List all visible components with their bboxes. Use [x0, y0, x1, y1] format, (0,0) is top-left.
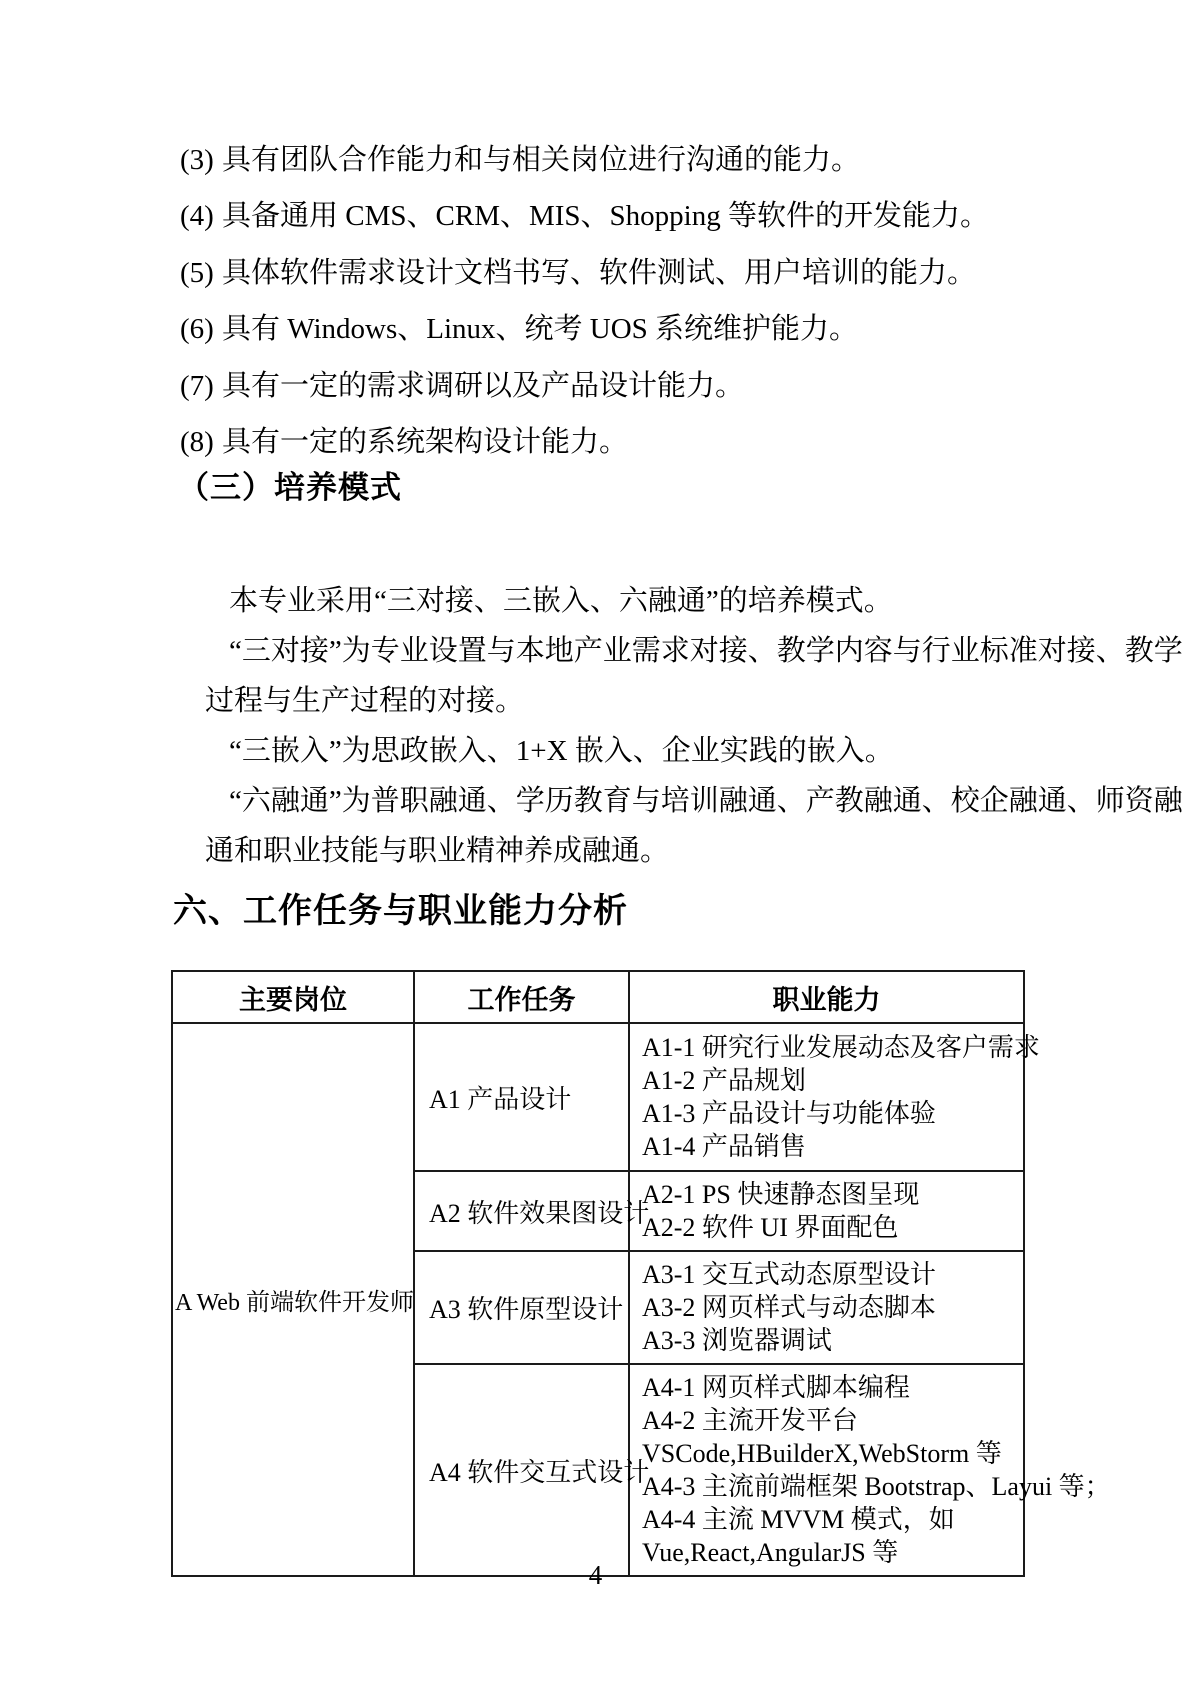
section-title-training-mode: （三）培养模式 [178, 470, 402, 505]
ability-line: A3-2 网页样式与动态脚本 [642, 1293, 936, 1322]
item-text: 具体软件需求设计文档书写、软件测试、用户培训的能力。 [222, 257, 977, 289]
requirement-item [180, 368, 1041, 404]
ability-line: A3-3 浏览器调试 [642, 1326, 832, 1355]
task-cell: A1 产品设计 [414, 1023, 629, 1171]
item-text: 具有 Windows、Linux、统考 UOS 系统维护能力。 [222, 313, 859, 345]
item-number: (7) [180, 370, 214, 402]
section-title-task-analysis: 六、工作任务与职业能力分析 [173, 893, 628, 930]
header-work-task: 工作任务 [414, 971, 629, 1023]
paragraph-line: 本专业采用“三对接、三嵌入、六融通”的培养模式。 [229, 585, 893, 617]
ability-line: Vue,React,AngularJS 等 [642, 1538, 899, 1567]
requirement-item [180, 311, 1041, 347]
ability-line: A4-1 网页样式脚本编程 [642, 1373, 910, 1402]
paragraph-line: “三嵌入”为思政嵌入、1+X 嵌入、企业实践的嵌入。 [229, 735, 894, 767]
paragraph-line: 通和职业技能与职业精神养成融通。 [205, 835, 670, 867]
paragraph-line: 过程与生产过程的对接。 [205, 685, 525, 717]
requirement-item [180, 424, 1041, 460]
item-number: (4) [180, 200, 214, 232]
ability-line: A4-3 主流前端框架 Bootstrap、Layui 等； [642, 1472, 1111, 1501]
item-number: (8) [180, 426, 214, 458]
ability-line: A2-1 PS 快速静态图呈现 [642, 1180, 920, 1209]
requirement-item [180, 198, 1041, 234]
header-ability: 职业能力 [629, 971, 1024, 1023]
abilities-cell [629, 1364, 1111, 1576]
ability-line: A4-4 主流 MVVM 模式，如 [642, 1505, 955, 1534]
abilities-cell [629, 1251, 1024, 1364]
task-ability-table [171, 970, 1111, 1577]
ability-line: VSCode,HBuilderX,WebStorm 等 [642, 1439, 1002, 1468]
task-cell: A3 软件原型设计 [414, 1251, 629, 1364]
page-number: 4 [588, 1560, 603, 1590]
ability-line: A1-3 产品设计与功能体验 [642, 1099, 936, 1128]
requirement-item [180, 255, 1041, 291]
item-number: (3) [180, 144, 214, 176]
task-cell: A2 软件效果图设计 [414, 1171, 629, 1251]
ability-line: A1-1 研究行业发展动态及客户需求 [642, 1033, 1040, 1062]
ability-line: A2-2 软件 UI 界面配色 [642, 1213, 899, 1242]
item-number: (6) [180, 313, 214, 345]
header-main-position: 主要岗位 [172, 971, 414, 1023]
task-cell: A4 软件交互式设计 [414, 1364, 629, 1576]
position-cell: A Web 前端软件开发师 [172, 1023, 414, 1576]
table-row [172, 1023, 1024, 1171]
abilities-cell [629, 1023, 1040, 1171]
item-text: 具备通用 CMS、CRM、MIS、Shopping 等软件的开发能力。 [222, 200, 989, 232]
ability-line: A1-2 产品规划 [642, 1066, 806, 1095]
item-text: 具有团队合作能力和与相关岗位进行沟通的能力。 [222, 144, 861, 176]
paragraph-line: “六融通”为普职融通、学历教育与培训融通、产教融通、校企融通、师资融 [229, 785, 1183, 817]
ability-line: A3-1 交互式动态原型设计 [642, 1260, 936, 1289]
item-text: 具有一定的系统架构设计能力。 [222, 426, 629, 458]
training-mode-paragraphs [205, 576, 1183, 876]
item-number: (5) [180, 257, 214, 289]
ability-line: A4-2 主流开发平台 [642, 1406, 858, 1435]
paragraph-line: “三对接”为专业设置与本地产业需求对接、教学内容与行业标准对接、教学 [229, 635, 1183, 667]
table-header-row [172, 971, 1024, 1023]
item-text: 具有一定的需求调研以及产品设计能力。 [222, 370, 745, 402]
requirement-item [180, 142, 1041, 178]
ability-line: A1-4 产品销售 [642, 1132, 806, 1161]
abilities-cell [629, 1171, 1024, 1251]
